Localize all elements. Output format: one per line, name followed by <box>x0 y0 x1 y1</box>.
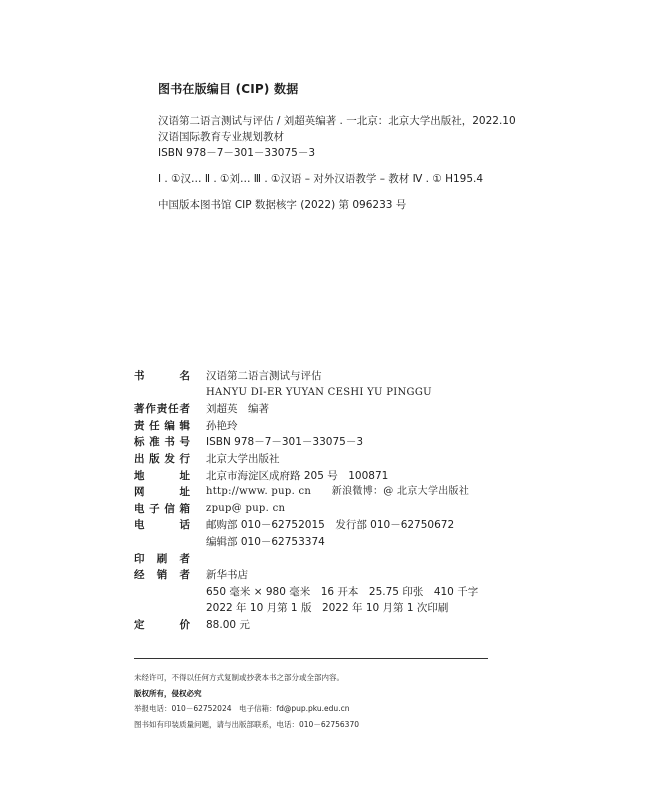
info-value: 汉语第二语言测试与评估 <box>206 370 322 382</box>
cip-line-classification: Ⅰ . ①汉… Ⅱ . ①刘… Ⅲ . ①汉语 – 对外汉语教学 – 教材 Ⅳ . ① H195.4 <box>158 173 484 185</box>
publication-info <box>134 368 604 634</box>
info-label: 标准书号 <box>134 436 190 449</box>
info-value: 刘超英 编著 <box>206 403 269 416</box>
info-value-edition: 2022 年 10 月第 1 版 2022 年 10 月第 1 次印刷 <box>206 602 449 615</box>
info-value-pinyin: HANYU DI-ER YUYAN CESHI YU PINGGU <box>206 386 432 398</box>
cip-line-isbn: ISBN 978－7－301－33075－3 <box>158 147 316 159</box>
notice-line: 未经许可，不得以任何方式复制或抄袭本书之部分或全部内容。 <box>134 673 344 682</box>
info-row-price <box>134 617 604 634</box>
info-label: 出版发行 <box>134 452 190 465</box>
info-label: 电 话 <box>134 519 190 532</box>
info-label: 印 刷 者 <box>134 552 190 565</box>
info-value: ISBN 978－7－301－33075－3 <box>206 436 364 449</box>
cip-line-title: 汉语第二语言测试与评估 / 刘超英编著 . 一北京：北京大学出版社，2022.10 <box>158 115 516 127</box>
info-value: 邮购部 010－62752015 发行部 010－62750672 <box>206 519 455 532</box>
notice-quality: 图书如有印装质量问题，请与出版部联系，电话：010－62756370 <box>134 719 359 729</box>
info-row-title <box>134 368 604 401</box>
copyright-notice <box>134 670 604 732</box>
info-label: 网 址 <box>134 486 190 499</box>
info-row-publisher <box>134 451 604 468</box>
cip-block <box>158 80 628 213</box>
info-value: 北京大学出版社 <box>206 452 280 465</box>
info-row-distributor <box>134 567 604 617</box>
info-row-printer <box>134 551 604 568</box>
info-value: 新华书店 <box>206 569 248 582</box>
info-value: 编辑部 010－62753374 <box>206 535 325 548</box>
info-row-isbn <box>134 434 604 451</box>
info-label: 书 名 <box>134 370 190 382</box>
info-row-phone <box>134 517 604 550</box>
notice-report: 举报电话：010－62752024 电子信箱：fd@pup.pku.edu.cn <box>134 704 350 713</box>
info-value: http://www. pup. cn 新浪微博：@ 北京大学出版社 <box>206 486 470 498</box>
info-value: 孙艳玲 <box>206 419 238 432</box>
cip-line-record-number: 中国版本图书馆 CIP 数据核字 (2022) 第 096233 号 <box>158 199 407 211</box>
info-value: 88.00 元 <box>206 618 250 631</box>
info-label: 地 址 <box>134 469 190 482</box>
info-row-email <box>134 501 604 518</box>
info-label: 定 价 <box>134 618 190 631</box>
divider-rule <box>134 658 488 659</box>
info-value: zpup@ pup. cn <box>206 502 286 514</box>
info-row-editor <box>134 418 604 435</box>
info-row-website <box>134 484 604 501</box>
cip-title: 图书在版编目 (CIP) 数据 <box>158 82 299 96</box>
info-row-author <box>134 401 604 418</box>
info-label: 电子信箱 <box>134 502 190 515</box>
cip-line-series: 汉语国际教育专业规划教材 <box>158 131 284 143</box>
info-value: 北京市海淀区成府路 205 号 100871 <box>206 469 389 482</box>
info-label: 著作责任者 <box>134 403 190 416</box>
notice-rights: 版权所有，侵权必究 <box>134 688 202 698</box>
info-row-address <box>134 468 604 485</box>
info-label: 经 销 者 <box>134 569 190 582</box>
info-label: 责任编辑 <box>134 419 190 432</box>
info-value-format: 650 毫米 × 980 毫米 16 开本 25.75 印张 410 千字 <box>206 585 479 598</box>
